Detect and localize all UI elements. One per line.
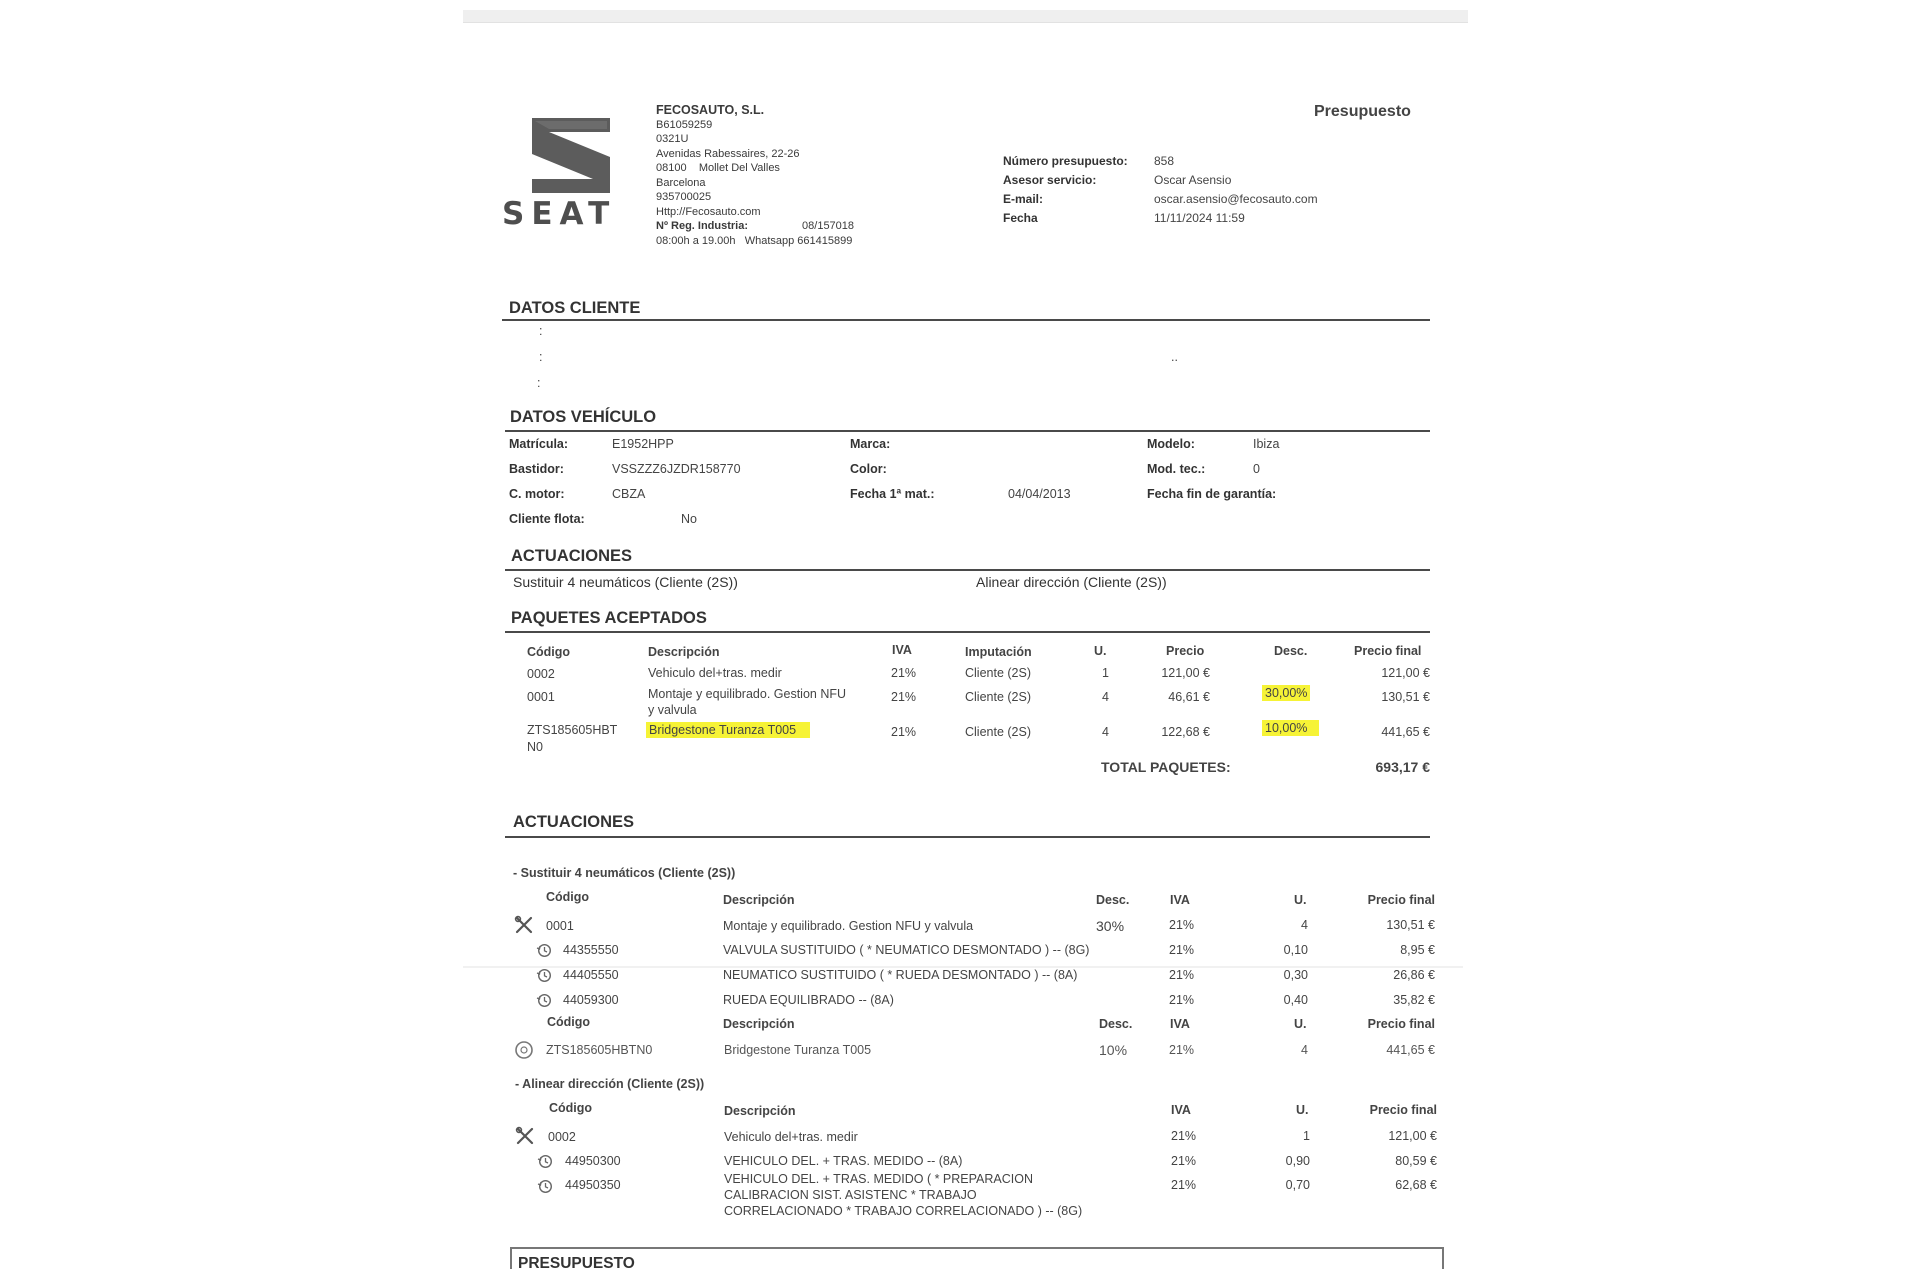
detail-col-descripcion: Descripción (723, 1017, 795, 1031)
package-precio: 46,61 € (1168, 690, 1210, 704)
actuaciones-summary-title: ACTUACIONES (511, 547, 633, 565)
detail-descripcion: Vehiculo del+tras. medir (724, 1130, 858, 1144)
package-iva: 21% (891, 690, 917, 704)
package-precio-final: 121,00 € (1381, 666, 1430, 680)
package-descripcion-highlighted: Bridgestone Turanza T005 (646, 722, 810, 738)
bastidor-value: VSSZZZ6JZDR158770 (612, 462, 741, 476)
clock-history-icon (536, 992, 552, 1008)
client-mark: : (539, 324, 543, 338)
packages-title: PAQUETES ACEPTADOS (511, 609, 707, 627)
bastidor-label: Bastidor: (509, 462, 564, 476)
fecha-mat-value: 04/04/2013 (1008, 487, 1071, 501)
detail-col-desc: Desc. (1096, 893, 1130, 907)
package-imputacion: Cliente (2S) (965, 690, 1031, 704)
package-desc-highlighted: 10,00% (1262, 720, 1319, 736)
detail-sub-u: 0,30 (1283, 968, 1308, 982)
detail-col-descripcion: Descripción (724, 1104, 796, 1118)
detail-sub-precio-final: 80,59 € (1395, 1154, 1437, 1168)
package-precio: 121,00 € (1161, 666, 1210, 680)
document-type: Presupuesto (1314, 103, 1411, 120)
package-codigo: 0002 (527, 667, 555, 681)
detail-sub-descripcion-line3: CORRELACIONADO * TRABAJO CORRELACIONADO ) -- (8G) (724, 1204, 1083, 1218)
package-u: 4 (1102, 690, 1109, 704)
client-rule (502, 319, 1430, 321)
detail-sub-iva: 21% (1171, 1154, 1197, 1168)
company-name: FECOSAUTO, S.L. (656, 103, 765, 117)
detail-precio-final: 130,51 € (1386, 918, 1435, 932)
detail-col-codigo: Código (546, 890, 590, 904)
col-iva: IVA (892, 643, 912, 657)
vehicle-rule (505, 430, 1430, 432)
modelo-value: Ibiza (1253, 437, 1280, 451)
detail-col-codigo: Código (547, 1015, 591, 1029)
detail-part-iva: 21% (1169, 1043, 1195, 1057)
client-mark: .. (1171, 350, 1178, 364)
detail-sub-descripcion-line2: CALIBRACION SIST. ASISTENC * TRABAJO (724, 1188, 977, 1202)
motor-value: CBZA (612, 487, 646, 501)
packages-rule (505, 631, 1430, 633)
detail-col-precio-final: Precio final (1367, 1017, 1435, 1031)
vehicle-section-title: DATOS VEHÍCULO (510, 408, 657, 426)
package-codigo: ZTS185605HBT (527, 723, 618, 737)
package-descripcion: Montaje y equilibrado. Gestion NFU (648, 687, 847, 701)
seat-logo-text: SEAT (502, 196, 617, 232)
detail-part-desc: 10% (1099, 1042, 1128, 1058)
detail-col-codigo: Código (549, 1101, 593, 1115)
client-mark: : (539, 350, 543, 364)
presupuesto-box (510, 1247, 1444, 1269)
col-desc: Desc. (1274, 644, 1308, 658)
company-code: 0321U (656, 133, 689, 145)
detail-sub-codigo: 44950350 (565, 1178, 621, 1192)
package-imputacion: Cliente (2S) (965, 666, 1031, 680)
scan-edge (463, 10, 1468, 23)
detail-sub-iva: 21% (1171, 1178, 1197, 1192)
detail-descripcion: Montaje y equilibrado. Gestion NFU y valvula (723, 919, 974, 933)
detail-sub-descripcion: RUEDA EQUILIBRADO -- (8A) (723, 993, 894, 1007)
company-city-line (656, 161, 854, 176)
col-imputacion: Imputación (965, 645, 1032, 659)
clock-history-icon (536, 942, 552, 958)
detail-sub-u: 0,70 (1285, 1178, 1310, 1192)
detail-part-u: 4 (1301, 1043, 1308, 1057)
package-u: 4 (1102, 725, 1109, 739)
package-precio-final: 441,65 € (1381, 725, 1430, 739)
detail-u: 4 (1301, 918, 1308, 932)
package-imputacion: Cliente (2S) (965, 725, 1031, 739)
actuaciones-detail-title: ACTUACIONES (513, 813, 635, 831)
detail-col-precio-final: Precio final (1367, 893, 1435, 907)
fecha-mat-label: Fecha 1ª mat.: (850, 487, 935, 501)
detail-col-descripcion: Descripción (723, 893, 795, 907)
detail-sub-iva: 21% (1169, 943, 1195, 957)
package-desc-wrap (1262, 721, 1319, 735)
detail-sub-precio-final: 35,82 € (1393, 993, 1435, 1007)
package-desc-wrap (1262, 686, 1310, 700)
tire-icon (514, 1040, 534, 1060)
actuacion-item: Alinear dirección (Cliente (2S)) (976, 574, 1167, 590)
meta-value: 11/11/2024 11:59 (1154, 211, 1245, 225)
total-packages-value: 693,17 € (1375, 759, 1430, 775)
detail-u: 1 (1303, 1129, 1310, 1143)
col-descripcion: Descripción (648, 645, 720, 659)
detail-col-desc: Desc. (1099, 1017, 1133, 1031)
detail-codigo: 0002 (548, 1130, 576, 1144)
detail-precio-final: 121,00 € (1388, 1129, 1437, 1143)
detail-sub-codigo: 44059300 (563, 993, 619, 1007)
clock-history-icon (537, 1178, 553, 1194)
motor-label: C. motor: (509, 487, 565, 501)
meta-value: oscar.asensio@fecosauto.com (1154, 192, 1318, 206)
meta-label: Número presupuesto: (1003, 154, 1128, 168)
detail-part-descripcion: Bridgestone Turanza T005 (724, 1043, 872, 1057)
wrench-screwdriver-icon (514, 915, 534, 935)
package-iva: 21% (891, 666, 917, 680)
detail-sub-iva: 21% (1169, 993, 1195, 1007)
col-precio: Precio (1166, 644, 1205, 658)
package-iva: 21% (891, 725, 917, 739)
package-precio-final: 130,51 € (1381, 690, 1430, 704)
meta-value: Oscar Asensio (1154, 173, 1232, 187)
company-hours-line (656, 234, 854, 249)
company-hours: 08:00h a 19.00h (656, 234, 736, 247)
mod-tec-label: Mod. tec.: (1147, 462, 1206, 476)
matricula-label: Matrícula: (509, 437, 569, 451)
presupuesto-box-title: PRESUPUESTO (518, 1255, 635, 1272)
detail-col-iva: IVA (1171, 1103, 1191, 1117)
group-title: - Alinear dirección (Cliente (2S)) (515, 1077, 705, 1091)
company-reg-value: 08/157018 (802, 220, 855, 232)
detail-part-codigo: ZTS185605HBTN0 (546, 1043, 653, 1057)
company-web: Http://Fecosauto.com (656, 205, 761, 218)
detail-sub-iva: 21% (1169, 968, 1195, 982)
meta-value: 858 (1154, 154, 1175, 168)
detail-sub-u: 0,10 (1283, 943, 1308, 957)
flota-label: Cliente flota: (509, 512, 585, 526)
meta-label: Asesor servicio: (1003, 173, 1097, 187)
detail-sub-descripcion: VEHICULO DEL. + TRAS. MEDIDO -- (8A) (724, 1154, 963, 1168)
detail-sub-u: 0,90 (1285, 1154, 1310, 1168)
package-descripcion: Vehiculo del+tras. medir (648, 666, 782, 680)
company-province: Barcelona (656, 176, 706, 189)
company-postal: 08100 (656, 162, 687, 174)
detail-col-u: U. (1294, 893, 1307, 907)
modelo-label: Modelo: (1147, 437, 1195, 451)
detail-part-precio-final: 441,65 € (1386, 1043, 1435, 1057)
wrench-screwdriver-icon (515, 1126, 535, 1146)
col-codigo: Código (527, 645, 571, 659)
detail-codigo: 0001 (546, 919, 574, 933)
actuaciones-rule (505, 569, 1430, 571)
detail-col-u: U. (1294, 1017, 1307, 1031)
clock-history-icon (537, 1153, 553, 1169)
detail-iva: 21% (1169, 918, 1195, 932)
col-u: U. (1094, 644, 1107, 658)
flota-value: No (681, 512, 697, 526)
mod-tec-value: 0 (1253, 462, 1260, 476)
company-reg-line (656, 219, 854, 234)
company-info (656, 103, 854, 248)
package-descripcion-line2: y valvula (648, 703, 697, 717)
detail-sub-descripcion: NEUMATICO SUSTITUIDO ( * RUEDA DESMONTADO ) -- (8A) (723, 968, 1078, 982)
detail-iva: 21% (1171, 1129, 1197, 1143)
col-precio-final: Precio final (1354, 644, 1422, 658)
actuaciones-detail-rule (505, 836, 1430, 838)
detail-sub-precio-final: 62,68 € (1395, 1178, 1437, 1192)
matricula-value: E1952HPP (612, 437, 674, 451)
company-reg-label: Nº Reg. Industria: (656, 220, 749, 232)
clock-history-icon (536, 967, 552, 983)
meta-label: Fecha (1003, 211, 1038, 225)
company-cif: B61059259 (656, 118, 713, 131)
package-descripcion-wrap (646, 723, 810, 737)
package-u: 1 (1102, 666, 1109, 680)
marca-label: Marca: (850, 437, 891, 451)
package-codigo: 0001 (527, 690, 555, 704)
meta-label: E-mail: (1003, 192, 1044, 206)
detail-sub-precio-final: 26,86 € (1393, 968, 1435, 982)
detail-sub-precio-final: 8,95 € (1400, 943, 1435, 957)
client-mark: : (537, 376, 541, 390)
color-label: Color: (850, 462, 887, 476)
client-section-title: DATOS CLIENTE (509, 299, 641, 317)
total-packages-label: TOTAL PAQUETES: (1101, 759, 1231, 775)
detail-col-u: U. (1296, 1103, 1309, 1117)
detail-sub-u: 0,40 (1283, 993, 1308, 1007)
garantia-label: Fecha fin de garantía: (1147, 487, 1277, 501)
detail-col-precio-final: Precio final (1369, 1103, 1437, 1117)
group-title: - Sustituir 4 neumáticos (Cliente (2S)) (513, 866, 736, 880)
detail-sub-codigo: 44950300 (565, 1154, 621, 1168)
package-precio: 122,68 € (1161, 725, 1210, 739)
actuacion-item: Sustituir 4 neumáticos (Cliente (2S)) (513, 574, 738, 590)
detail-col-iva: IVA (1170, 1017, 1190, 1031)
company-city: Mollet Del Valles (698, 162, 780, 174)
package-codigo-line2: N0 (527, 740, 543, 754)
detail-desc: 30% (1096, 918, 1125, 934)
detail-sub-codigo: 44405550 (563, 968, 619, 982)
package-desc-highlighted: 30,00% (1262, 685, 1310, 701)
detail-sub-descripcion: VEHICULO DEL. + TRAS. MEDIDO ( * PREPARACION (724, 1172, 1033, 1186)
detail-sub-descripcion: VALVULA SUSTITUIDO ( * NEUMATICO DESMONTADO ) -- (8G) (723, 943, 1090, 957)
company-whatsapp: Whatsapp 661415899 (744, 234, 853, 247)
detail-sub-codigo: 44355550 (563, 943, 619, 957)
company-address: Avenidas Rabessaires, 22-26 (656, 147, 800, 160)
company-phone: 935700025 (656, 191, 712, 203)
detail-col-iva: IVA (1170, 893, 1190, 907)
